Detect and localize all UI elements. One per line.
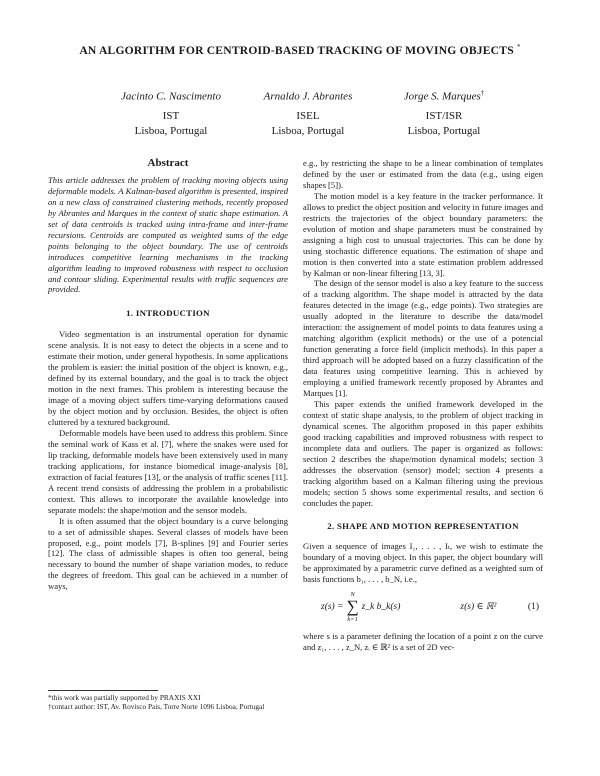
section-heading-shape-motion: 2. SHAPE AND MOTION REPRESENTATION (327, 520, 519, 531)
author-affiliation: ISEL (296, 110, 320, 123)
author-name: Arnaldo J. Abrantes (263, 90, 353, 103)
footnotes (48, 693, 290, 712)
equation-term: z_k b_k(s) (361, 601, 401, 612)
footnote-2: †contact author: IST, Av. Rovisco Pais, Torre Norte 1096 Lisboa, Portugal (48, 702, 265, 712)
paragraph: The design of the sensor model is also a key feature to the success of a tracking algorithm. The shape model is attracted by the data features detected in the image (e.g., edge points). Two strategies are usually adopted in the literature to describe the data/model interaction: the assignement of model points to data features using a matching algorithm (explicit methods) or the use of a potencial function generating a force field (implicit methods). In this paper a third approach will be adopted based on a fuzzy classification of the data features using competitive learning. This is achieved by employing a unified framework recently proposed by Abrantes and Marques [1]. (303, 278, 543, 399)
sum-upper-limit: N (350, 591, 355, 599)
equation-lhs: z(s) = (321, 601, 344, 612)
footnote-1: *this work was partially supported by PRAXIS XXI (48, 693, 201, 702)
paragraph: Given a sequence of images I₁, . . . , Iₜ, we wish to estimate the boundary of a moving object. In this paper, the object boundary will be approximated by a parametric curve defined as a weighted sum of basis functions b₁, . . . , b_N, i.e., (303, 541, 543, 585)
abstract-text: This article addresses the problem of tracking moving objects using deformable models. A Kalman-based algorithm is presented, inspired on a new class of constrained clustering methods, recently proposed by Abrantes and Marques in the context of static shape estimation. A set of data centroids is tracked using intra-frame and inter-frame recursions. Centroids are computed as weighted sums of the edge points belonging to the object boundary. The use of centroids introduces competitive learning mechanisms in the tracking algorithm leading to improved robustness with respect to occlusion and contour sliding. Experimental results with traffic sequences are provided. (48, 174, 288, 295)
author-3 (382, 86, 506, 138)
right-column (303, 158, 543, 653)
paragraph: where s is a parameter defining the location of a point z on the curve and z₁, . . . , z_N, zᵢ ∈ ℝ² is a set of 2D vec- (303, 631, 543, 653)
paragraph: The motion model is a key feature in the tracker performance. It allows to predict the object position and velocity in future images and restricts the trajectories of the object boundary parameters: the evolution of motion and shape parameters must be constrained by assigning a high cost to unusual trajectories. This can be done by using stochastic difference equations. The estimation of shape and motion is then converted into a state estimation problem addressed by Kalman or non-linear filtering [13, 3]. (303, 190, 543, 278)
author-location: Lisboa, Portugal (407, 124, 481, 137)
paragraph: This paper extends the unified framework developed in the context of static shape analysis, to the problem of object tracking in dynamical scenes. The algorithm proposed in this paper exhibits good tracking capabilities and improved robustness with respect to incomplete data and outliers. The paper is organized as follows: section 2 describes the shape/motion dynamical models; section 3 addresses the observation (sensor) model; section 4 presents a tracking algorithm based on a Kalman filtering using the previous models; section 5 shows some experimental results, and section 6 concludes the paper. (303, 398, 543, 508)
author-1 (96, 86, 246, 138)
equation-1 (303, 587, 543, 627)
sigma-symbol: ∑ (346, 597, 359, 617)
equation-body (321, 590, 496, 624)
equation-condition: z(s) ∈ ℝ² (460, 601, 497, 612)
abstract-heading: Abstract (147, 157, 189, 169)
section-heading-introduction: 1. INTRODUCTION (126, 308, 210, 319)
author-name: Jorge S. Marques (403, 90, 481, 103)
left-column (48, 158, 288, 592)
title-footnote-mark: * (516, 43, 521, 51)
paragraph: It is often assumed that the object boundary is a curve belonging to a set of admissible shapes. Several classes of models have been proposed, e.g., point models [7], B-splines [9] and Fourier series [12]. The class of admissible shapes is often too general, being necessary to bound the number of shape variation modes, to reduce the degrees of freedom. This goal can be achieved in a number of ways, (48, 515, 288, 592)
author-affiliation: IST/ISR (425, 110, 463, 123)
summation (347, 590, 359, 624)
title-text: AN ALGORITHM FOR CENTROID-BASED TRACKING OF MOVING OBJECTS (79, 43, 514, 57)
paragraph: e.g., by restricting the shape to be a linear combination of templates defined by the user or estimated from the data (e.g., using eigen shapes [5]). (303, 158, 543, 190)
sum-lower-limit: k=1 (347, 616, 358, 624)
author-location: Lisboa, Portugal (271, 124, 345, 137)
paragraph: Deformable models have been used to address this problem. Since the seminal work of Kass et al. [7], where the snakes were used for lip tracking, deformable models have been extensively used in many tracking applications, for instance biomedical image-analysis [8], extraction of facial features [13], or the analysis of traffic scenes [11]. A recent trend consists of addressing the problem in a probabilistic context. This allows to incorporate the available knowledge into separate models: the shape/motion and the sensor models. (48, 427, 288, 515)
author-location: Lisboa, Portugal (134, 124, 208, 137)
author-affiliation: IST (162, 110, 180, 123)
equation-number: (1) (527, 601, 539, 612)
paper-title (40, 40, 560, 58)
footnote-divider (48, 690, 158, 691)
paragraph: Video segmentation is an instrumental operation for dynamic scene analysis. It is not easy to detect the objects in a scene and to estimate their motion, under general hypothesis. In some applications the problem is easier: the initial position of the object is known, e.g., defined by its external boundary, and the goal is to track the object motion in the next frames. This problem is interesting because the image of a moving object suffers time-varying deformations caused by the object motion and by occlusion. Besides, the object is often cluttered by a textured background. (48, 329, 288, 428)
author-name: Jacinto C. Nascimento (121, 90, 221, 103)
author-2 (240, 86, 376, 138)
author-footnote-mark: † (480, 89, 485, 97)
